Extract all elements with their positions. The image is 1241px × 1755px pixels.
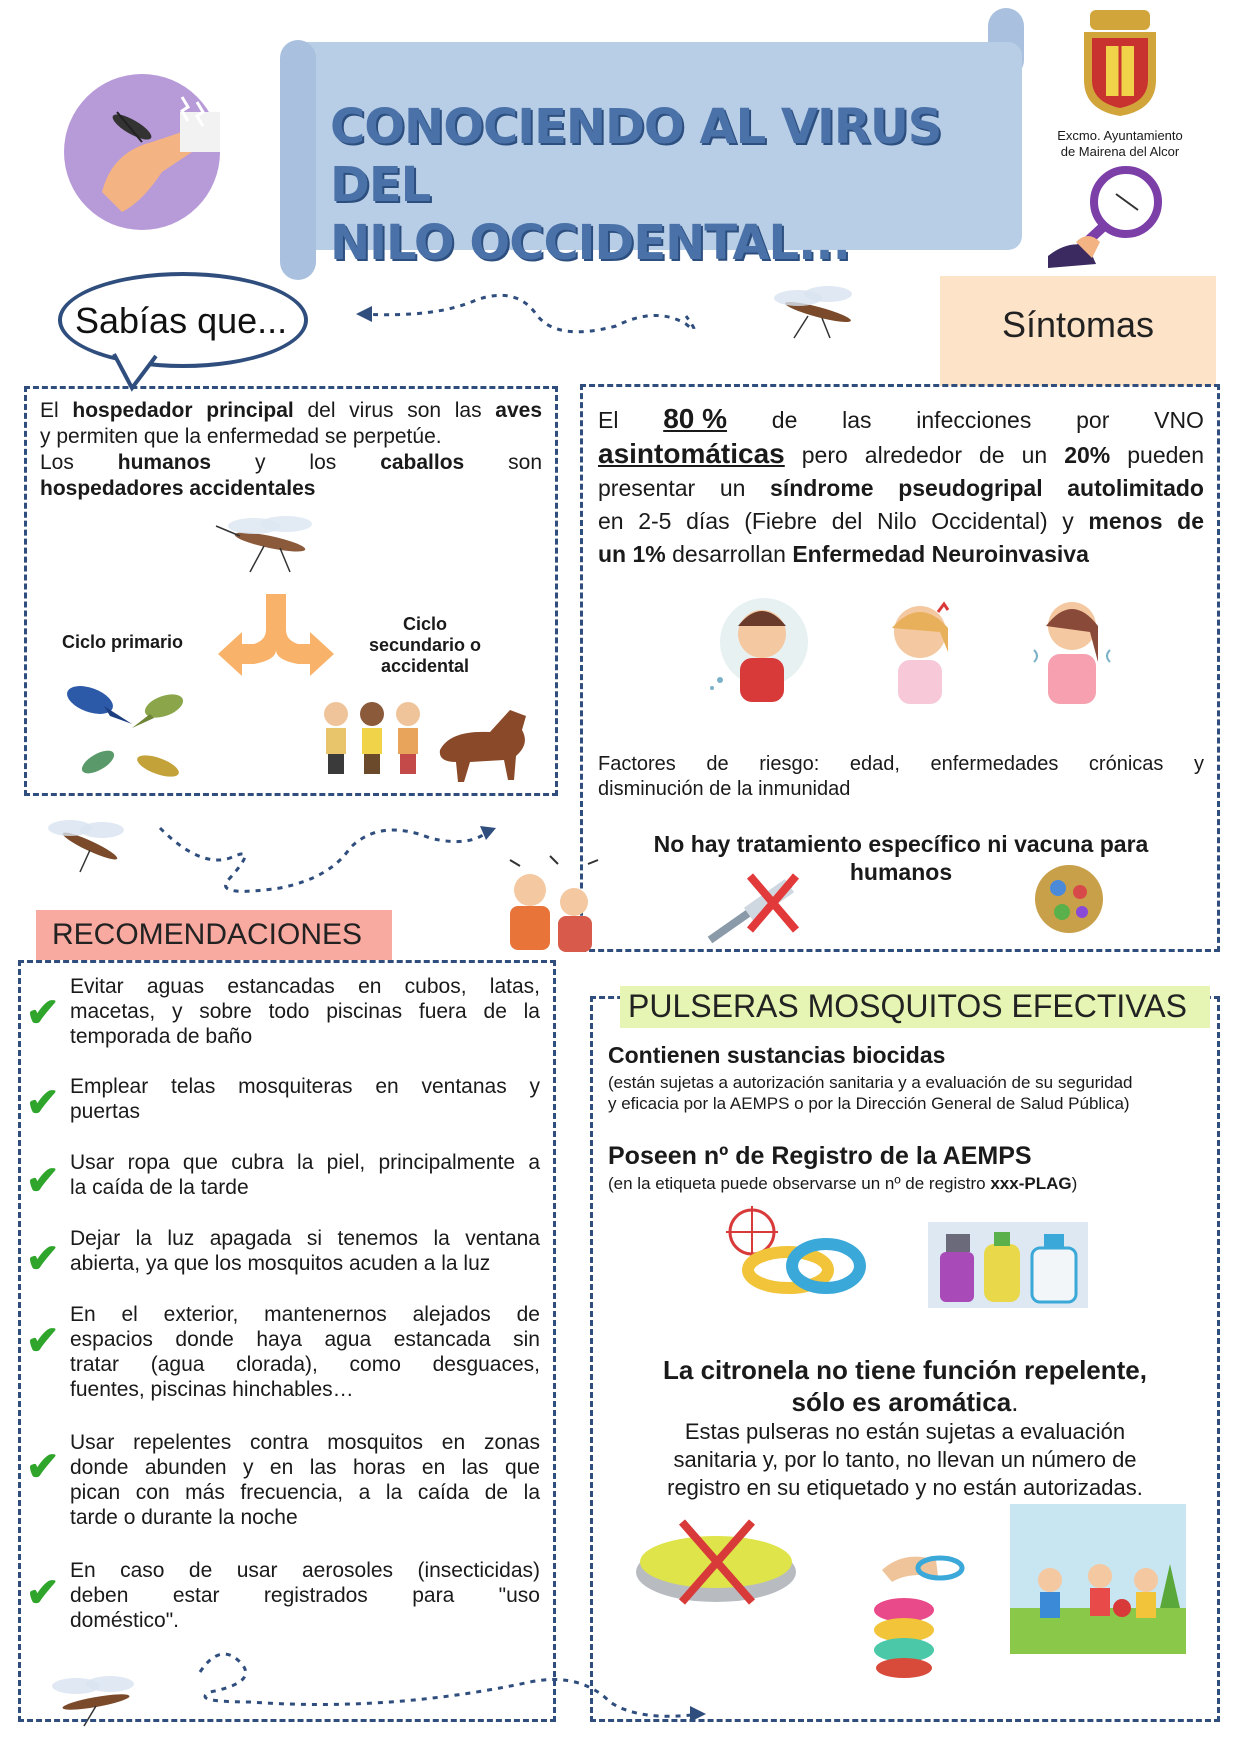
horse-icon	[430, 700, 540, 784]
sabias-line-2: y permiten que la enfermedad se perpetúe.	[40, 425, 442, 448]
sintomas-line-1: El 80 % de las infecciones por VNO	[598, 403, 1204, 434]
dotted-arrow-mid	[150, 808, 500, 898]
birds-icon	[54, 676, 204, 788]
cleaning-products-icon	[928, 1222, 1088, 1308]
org-line-1: Excmo. Ayuntamiento	[1057, 128, 1183, 143]
check-icon: ✔	[26, 1445, 60, 1489]
coat-of-arms-logo	[1070, 6, 1170, 118]
magnifier-illustration	[1048, 160, 1168, 270]
check-icon: ✔	[26, 1571, 60, 1615]
coat-of-arms-icon	[1070, 6, 1170, 118]
sintomas-line-4: en 2-5 días (Fiebre del Nilo Occidental) y menos de	[598, 508, 1204, 534]
check-icon: ✔	[26, 1081, 60, 1125]
recomendacion-6: Usar repelentes contra mosquitos en zonas donde abunden y en las horas en las que pican con más frecuencia, a la caída de la tarde o durante la noche	[70, 1431, 540, 1529]
split-arrow-icon	[218, 594, 334, 684]
check-icon: ✔	[26, 1319, 60, 1363]
citronela-paragraph: Estas pulseras no están sujetas a evaluación sanitaria y, por lo tanto, no llevan un número de registro en su etiquetado y no están autorizadas.	[667, 1419, 1143, 1500]
header-illustration	[62, 72, 222, 232]
sick-cough-icon	[700, 596, 810, 708]
sabias-paragraph-1	[40, 398, 542, 502]
ciclo-primario-label: Ciclo primario	[62, 632, 184, 652]
no-vaccine-icon	[700, 866, 820, 946]
sabias-title: Sabías que...	[75, 300, 288, 341]
recomendacion-1: Evitar aguas estancadas en cubos, latas, macetas, y sobre todo piscinas fuera de la temporada de baño	[70, 975, 540, 1048]
sintomas-line-3: presentar un síndrome pseudogripal autolimitado	[598, 475, 1204, 501]
recomendacion-3: Usar ropa que cubra la piel, principalmente a la caída de la tarde	[70, 1151, 540, 1199]
mosquito-bite-icon	[62, 72, 222, 232]
ciclo-secundario-label: Ciclo secundario o accidental	[368, 614, 482, 676]
sintomas-line-2: asintomáticas pero alrededor de un 20% pueden	[598, 438, 1205, 469]
factores-riesgo: Factores de riesgo: edad, enfermedades crónicas y disminución de la inmunidad	[598, 753, 1204, 800]
org-name	[1040, 128, 1200, 160]
no-tratamiento: No hay tratamiento específico ni vacuna para humanos	[653, 831, 1149, 885]
check-icon: ✔	[26, 1159, 60, 1203]
family-mosquitoes-icon	[490, 850, 610, 960]
recomendacion-2: Emplear telas mosquiteras en ventanas y puertas	[70, 1075, 540, 1123]
mosquito-icon-center	[210, 506, 330, 576]
pulseras-sub-2: Poseen nº de Registro de la AEMPS	[608, 1142, 1032, 1170]
children-playing-icon	[1010, 1504, 1186, 1654]
sabias-line-1: El hospedador principal del virus son las aves	[40, 399, 542, 422]
title-line-1: CONOCIENDO AL VIRUS DEL	[330, 99, 942, 213]
sintomas-title: Síntomas	[1001, 304, 1155, 345]
org-line-2: de Mairena del Alcor	[1060, 144, 1180, 159]
bracelets-stack-icon	[864, 1550, 974, 1680]
dotted-arrow-top	[356, 286, 736, 346]
citronella-candle-icon	[632, 1516, 802, 1606]
citronela-heading: La citronela no tiene función repelente, sólo es aromática.	[663, 1355, 1147, 1417]
magnifier-icon	[1048, 160, 1168, 270]
check-icon: ✔	[26, 991, 60, 1035]
people-icon	[320, 700, 430, 780]
pulseras-title: PULSERAS MOSQUITOS EFECTIVAS	[628, 988, 1187, 1024]
recomendacion-7: En caso de usar aerosoles (insecticidas) deben estar registrados para "uso doméstico".	[70, 1559, 540, 1632]
banner-roll-left	[280, 40, 316, 280]
sintomas-line-5: un 1% desarrollan Enfermedad Neuroinvasiva	[598, 541, 1089, 567]
pulseras-note-1: (están sujetas a autorización sanitaria y a evaluación de su seguridad y eficacia por la AEMPS o por la Dirección General de Salud Pública)	[608, 1073, 1133, 1113]
bracelet-icon	[722, 1206, 872, 1302]
recomendacion-5: En el exterior, mantenernos alejados de espacios donde haya agua estancada sin tratar (agua clorada), como desguaces, fuentes, piscinas hinchables…	[70, 1303, 540, 1401]
pulseras-note-2: (en la etiqueta puede observarse un nº de registro xxx-PLAG)	[608, 1174, 1078, 1193]
chills-icon	[1030, 592, 1114, 708]
recomendacion-4: Dejar la luz apagada si tenemos la ventana abierta, ya que los mosquitos acuden a la luz	[70, 1227, 540, 1275]
mosquito-icon-mid	[40, 806, 140, 876]
sabias-line-4: hospedadores accidentales	[40, 477, 316, 500]
title-line-2: NILO OCCIDENTAL...	[330, 215, 850, 271]
virus-icon	[1032, 862, 1106, 936]
pulseras-sub-1: Contienen sustancias biocidas	[608, 1042, 946, 1068]
sabias-line-3: Los humanos y los caballos son	[40, 451, 542, 474]
page-title	[330, 98, 1030, 272]
headache-icon	[874, 592, 964, 708]
sintomas-paragraph	[598, 402, 1204, 571]
mosquito-icon-top	[758, 280, 868, 340]
recomendaciones-title: RECOMENDACIONES	[52, 918, 363, 951]
check-icon: ✔	[26, 1237, 60, 1281]
